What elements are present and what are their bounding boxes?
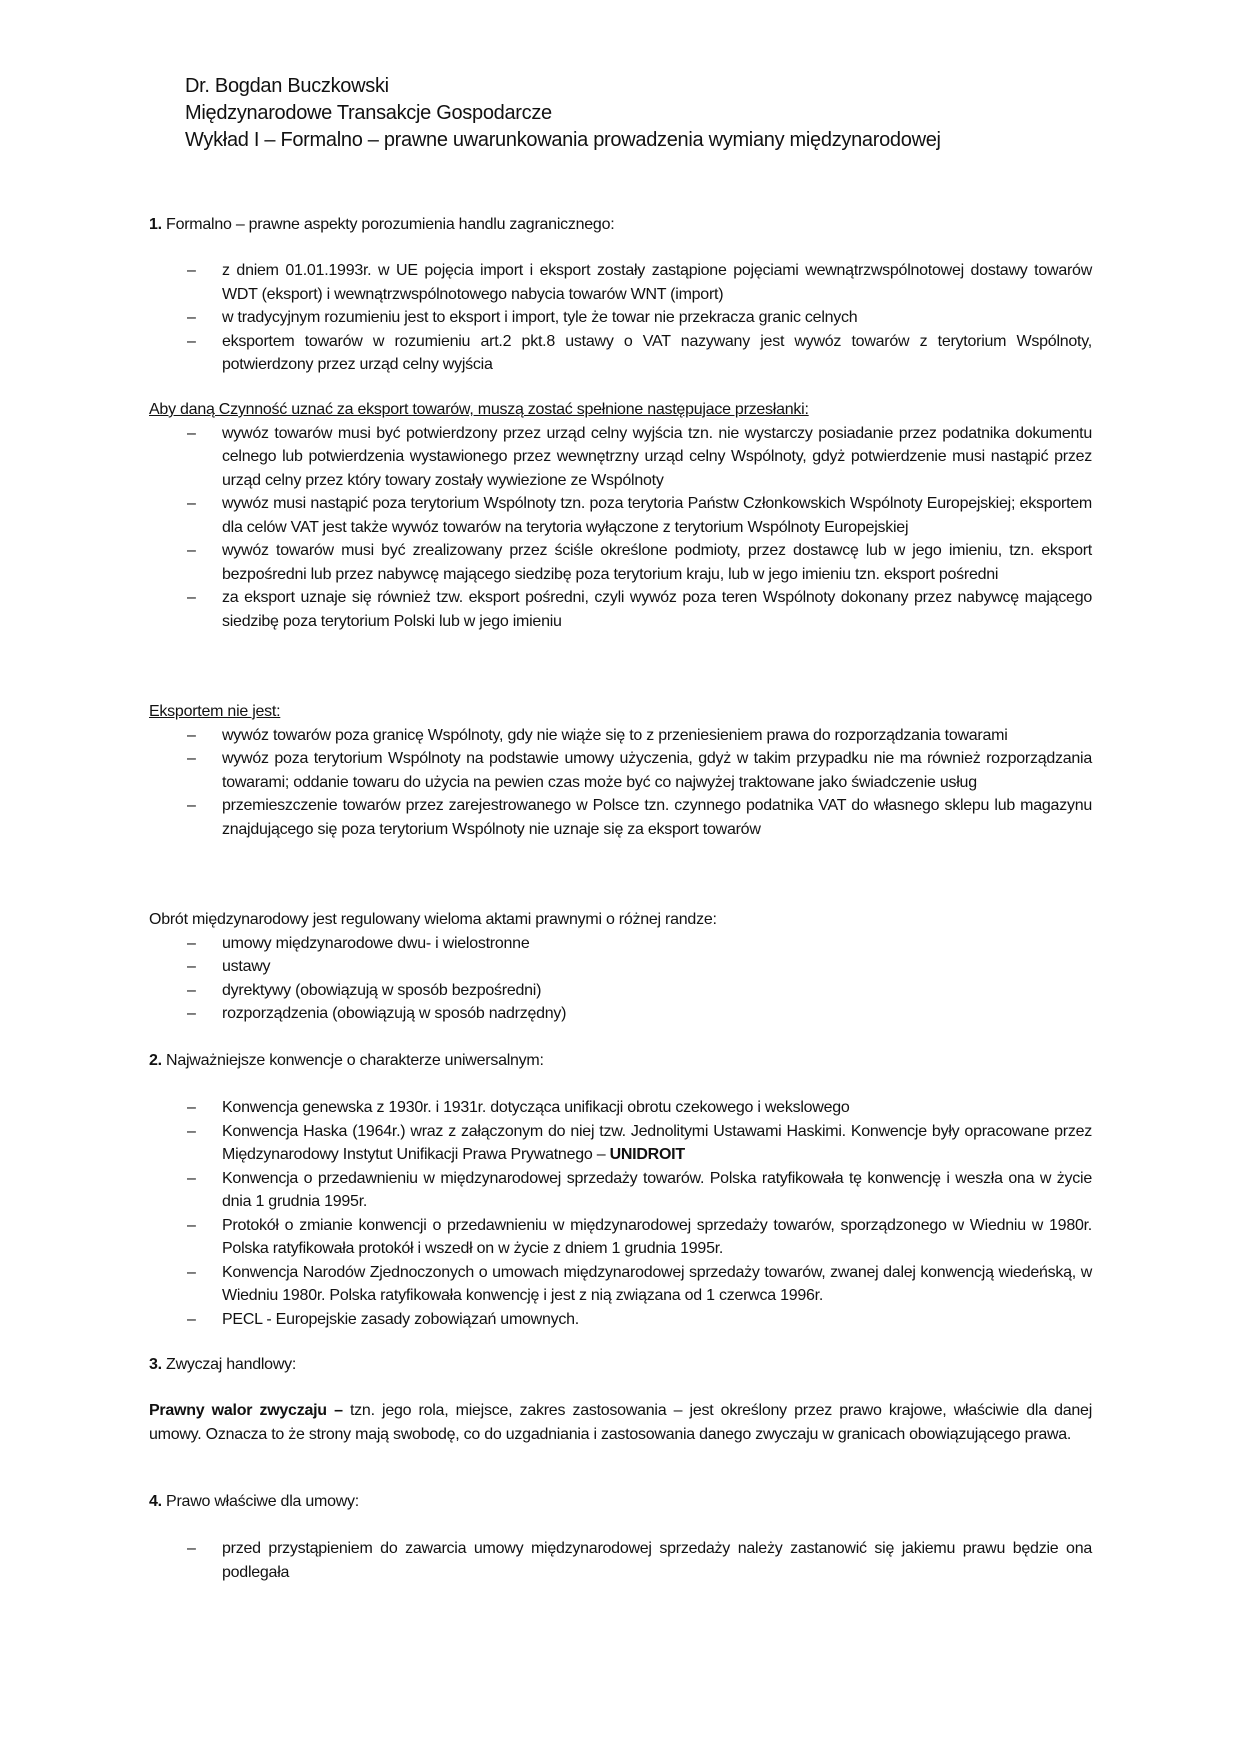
item-text: wywóz poza terytorium Wspólnoty na podstawie umowy użyczenia, gdyż w takim przypadku nie ma również rozporządzania towarami; oddanie towaru do użycia na pewien czas może być co najwyżej traktowane jako świadczenie usług bbox=[222, 750, 1092, 791]
item-text: umowy międzynarodowe dwu- i wielostronne bbox=[222, 934, 530, 952]
list-item bbox=[149, 932, 1092, 956]
list-item bbox=[149, 539, 1092, 586]
section-title: Najważniejsze konwencje o charakterze uniwersalnym: bbox=[161, 1052, 544, 1069]
dash-bullet: – bbox=[187, 495, 196, 512]
section-number: 1. bbox=[149, 216, 162, 233]
dash-bullet: – bbox=[187, 309, 196, 326]
section-title: Formalno – prawne aspekty porozumienia handlu zagranicznego: bbox=[161, 216, 615, 233]
not-export-heading: Eksportem nie jest: bbox=[149, 703, 281, 720]
list-item bbox=[149, 422, 1092, 493]
dash-bullet: – bbox=[187, 750, 196, 767]
item-text: Konwencja Haska (1964r.) wraz z załączonym do niej tzw. Jednolitymi Ustawami Haskimi. Konwencje były opracowane przez Międzynarodowy Instytut Unifikacji Prawa Prywatnego – bbox=[222, 1122, 1092, 1163]
item-text: eksportem towarów w rozumieniu art.2 pkt.8 ustawy o VAT nazywany jest wywóz towarów z terytorium Wspólnoty, potwierdzony przez urząd celny wyjścia bbox=[222, 332, 1092, 373]
dash-bullet: – bbox=[187, 589, 196, 606]
item-text: Protokół o zmianie konwencji o przedawnieniu w międzynarodowej sprzedaży towarów, sporządzonego w Wiedniu w 1980r. Polska ratyfikowała protokół i wszedł on w życie z dniem 1 grudnia 1995r. bbox=[222, 1216, 1092, 1257]
item-text: w tradycyjnym rozumieniu jest to eksport i import, tyle że towar nie przekracza granic celnych bbox=[222, 309, 858, 326]
acts-list bbox=[149, 932, 1092, 1026]
list-item bbox=[149, 1214, 1092, 1261]
custom-paragraph bbox=[149, 1399, 1092, 1446]
list-item bbox=[149, 979, 1092, 1003]
conditions-heading: Aby daną Czynność uznać za eksport towarów, muszą zostać spełnione następujace przesłanki: bbox=[149, 401, 809, 418]
list-item bbox=[149, 1308, 1092, 1332]
list-item bbox=[149, 1096, 1092, 1120]
item-text: wywóz towarów musi być zrealizowany przez ściśle określone podmioty, przez dostawcę lub w jego imieniu, tzn. eksport bezpośredni lub przez nabywcę mającego siedzibę poza terytorium kraju, lub w jego imieniu tzn. eksport pośredni bbox=[222, 542, 1092, 583]
list-item bbox=[149, 1537, 1092, 1584]
dash-bullet: – bbox=[187, 1169, 196, 1187]
dash-bullet: – bbox=[187, 797, 196, 814]
dash-bullet: – bbox=[187, 1099, 196, 1116]
dash-bullet: – bbox=[187, 332, 196, 350]
dash-bullet: – bbox=[187, 981, 196, 999]
item-text: rozporządzenia (obowiązują w sposób nadrzędny) bbox=[222, 1005, 567, 1022]
document-header bbox=[185, 73, 1128, 154]
dash-bullet: – bbox=[187, 1263, 196, 1281]
course-title: Międzynarodowe Transakcje Gospodarcze bbox=[185, 102, 552, 124]
item-text: za eksport uznaje się również tzw. eksport pośredni, czyli wywóz poza teren Wspólnoty dokonany przez nabywcę mającego siedzibę poza terytorium Polski lub w jego imieniu bbox=[222, 589, 1092, 630]
section-number: 4. bbox=[149, 1493, 162, 1510]
dash-bullet: – bbox=[187, 424, 196, 442]
item-text: dyrektywy (obowiązują w sposób bezpośredni) bbox=[222, 981, 542, 999]
item-text: ustawy bbox=[222, 958, 271, 975]
dash-bullet: – bbox=[187, 1540, 196, 1557]
dash-bullet: – bbox=[187, 934, 196, 952]
lecture-title: Wykład I – Formalno – prawne uwarunkowania prowadzenia wymiany międzynarodowej bbox=[185, 129, 941, 151]
item-text: wywóz towarów poza granicę Wspólnoty, gdy nie wiąże się to z przeniesieniem prawa do rozporządzania towarami bbox=[222, 726, 1008, 744]
list-item bbox=[149, 747, 1092, 794]
list-item bbox=[149, 794, 1092, 841]
dash-bullet: – bbox=[187, 262, 196, 279]
not-export-block bbox=[149, 700, 1092, 841]
section-4-heading bbox=[149, 1490, 1092, 1514]
acts-block bbox=[149, 908, 1092, 1026]
list-item bbox=[149, 724, 1092, 748]
conditions-block bbox=[149, 398, 1092, 633]
list-item bbox=[149, 259, 1092, 306]
acts-heading: Obrót międzynarodowy jest regulowany wieloma aktami prawnymi o różnej randze: bbox=[149, 911, 717, 928]
dash-bullet: – bbox=[187, 542, 196, 559]
list-item bbox=[149, 492, 1092, 539]
paragraph-text: tzn. jego rola, miejsce, zakres zastosowania – jest określony przez prawo krajowe, właściwie dla danej umowy. Oznacza to że strony mają swobodę, co do uzgadniania i zastosowania danego zwyczaju w granicach obowiązującego prawa. bbox=[149, 1402, 1093, 1443]
section-3-heading bbox=[149, 1353, 1092, 1377]
item-text: przemieszczenie towarów przez zarejestrowanego w Polsce tzn. czynnego podatnika VAT do własnego sklepu lub magazynu znajdującego się poza terytorium Wspólnoty nie uznaje się za eksport towarów bbox=[222, 797, 1092, 838]
list-item bbox=[149, 1261, 1092, 1308]
dash-bullet: – bbox=[187, 1005, 196, 1022]
author: Dr. Bogdan Buczkowski bbox=[185, 75, 389, 97]
section-1-list bbox=[149, 259, 1092, 377]
section-number: 2. bbox=[149, 1052, 162, 1069]
conditions-list bbox=[149, 422, 1092, 634]
item-text: przed przystąpieniem do zawarcia umowy międzynarodowej sprzedaży należy zastanowić się jakiemu prawu będzie ona podlegała bbox=[222, 1540, 1092, 1581]
dash-bullet: – bbox=[187, 958, 196, 975]
item-text: wywóz towarów musi być potwierdzony przez urząd celny wyjścia tzn. nie wystarczy posiadanie przez podatnika dokumentu celnego lub potwierdzenia wystawionego przez wewnętrzny urząd celny Wspólnoty, gdyż potwierdzenie musi nastąpić przez urząd celny przez który towary zostały wywiezione ze Wspólnoty bbox=[222, 424, 1092, 489]
item-text: Konwencja Narodów Zjednoczonych o umowach międzynarodowej sprzedaży towarów, zwanej dalej konwencją wiedeńską, w Wiedniu 1980r. Polska ratyfikowała konwencję i jest z nią związana od 1 czerwca 1996r. bbox=[222, 1263, 1092, 1304]
list-item bbox=[149, 1167, 1092, 1214]
list-item bbox=[149, 586, 1092, 633]
section-4-list bbox=[149, 1537, 1092, 1584]
item-text: Konwencja o przedawnieniu w międzynarodowej sprzedaży towarów. Polska ratyfikowała tę konwencję i weszła ona w życie dnia 1 grudnia 1995r. bbox=[222, 1169, 1092, 1210]
section-number: 3. bbox=[149, 1356, 162, 1373]
list-item bbox=[149, 330, 1092, 377]
item-text: PECL - Europejskie zasady zobowiązań umownych. bbox=[222, 1310, 579, 1328]
list-item bbox=[149, 1002, 1092, 1026]
section-2-list bbox=[149, 1096, 1092, 1331]
not-export-list bbox=[149, 724, 1092, 842]
unidroit-label: UNIDROIT bbox=[609, 1146, 685, 1163]
bold-lead: Prawny walor zwyczaju – bbox=[149, 1402, 343, 1419]
list-item bbox=[149, 306, 1092, 330]
item-text: wywóz musi nastąpić poza terytorium Wspólnoty tzn. poza terytoria Państw Członkowskich Wspólnoty Europejskiej; eksportem dla celów VAT jest także wywóz towarów na terytoria wyłączone z terytorium Wspólnoty Europejskiej bbox=[222, 495, 1092, 536]
list-item bbox=[149, 1120, 1092, 1167]
dash-bullet: – bbox=[187, 1122, 196, 1140]
section-1-heading bbox=[149, 213, 1092, 237]
dash-bullet: – bbox=[187, 726, 196, 744]
list-item bbox=[149, 955, 1092, 979]
item-text: Konwencja genewska z 1930r. i 1931r. dotycząca unifikacji obrotu czekowego i wekslowego bbox=[222, 1099, 850, 1116]
section-title: Prawo właściwe dla umowy: bbox=[161, 1493, 359, 1510]
item-text: z dniem 01.01.1993r. w UE pojęcia import i eksport zostały zastąpione pojęciami wewnątrzwspólnotowej dostawy towarów WDT (eksport) i wewnątrzwspólnotowego nabycia towarów WNT (import) bbox=[222, 262, 1092, 303]
dash-bullet: – bbox=[187, 1216, 196, 1234]
section-2-heading bbox=[149, 1049, 1092, 1073]
dash-bullet: – bbox=[187, 1310, 196, 1328]
section-title: Zwyczaj handlowy: bbox=[161, 1356, 297, 1373]
